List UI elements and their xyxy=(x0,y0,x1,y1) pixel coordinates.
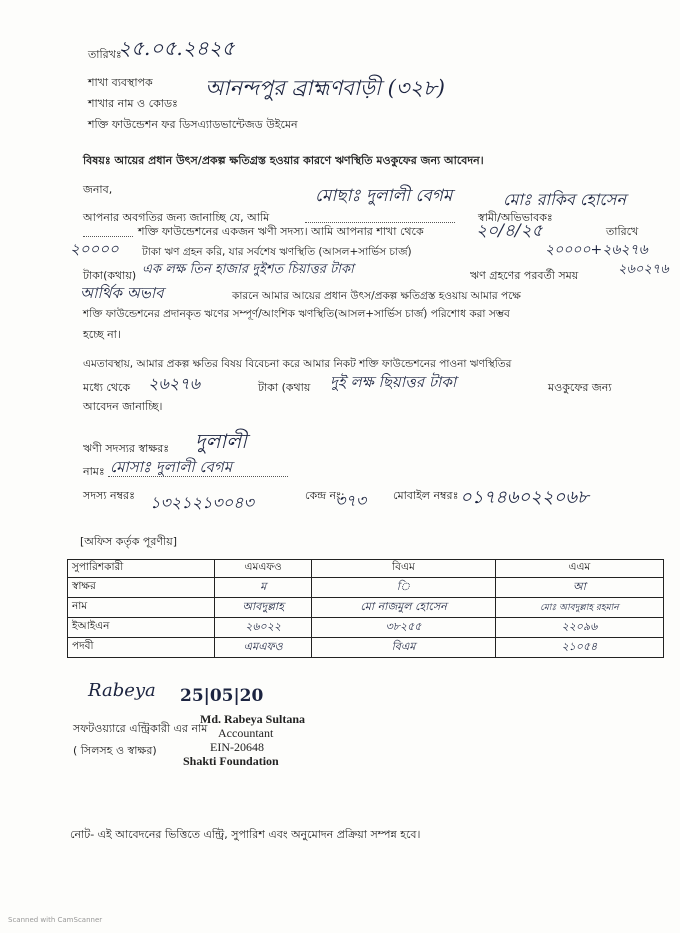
sign-label: ঋণী সদস্যর স্বাক্ষরঃ xyxy=(83,442,170,455)
note: নোট- এই আবেদনের ভিত্তিতে এন্ট্রি, সুপারিশ এবং অনুমোদন প্রক্রিয়া সম্পন্ন হবে। xyxy=(70,828,421,841)
mfo-designation: এমএফও xyxy=(215,638,312,658)
table-row xyxy=(68,618,664,638)
mfo-signature: ম xyxy=(215,578,312,598)
date-word: তারিখে xyxy=(606,225,639,238)
after-hand: ২৬০২৭৬ xyxy=(618,262,669,277)
guardian-label: স্বামী/অভিভাবকঃ xyxy=(478,211,553,224)
p2-d: মওকুফের জন্য xyxy=(548,381,612,394)
branch-label: শাখার নাম ও কোডঃ xyxy=(88,97,178,110)
member-no-hand: ১৩২১২১৩০৪৩ xyxy=(150,493,254,512)
mobile-hand: ০১৭৪৬০২২০৬৮ xyxy=(460,487,589,508)
p1-c: টাকা ঋণ গ্রহন করি, যার সর্বশেষ ঋণস্থিতি (আসল+সার্ভিস চার্জ) xyxy=(142,246,412,258)
name-hand: মোসাঃ দুলালী বেগম xyxy=(110,458,233,476)
p2-b: মধ্যে থেকে xyxy=(83,381,131,394)
p1-d: ঋণ গ্রহণের পরবর্তী সময় xyxy=(470,269,579,282)
am-ein: ২২০৯৬ xyxy=(495,618,663,638)
p2-c: টাকা (কথায় xyxy=(258,381,311,394)
manager-label: শাখা ব্যবস্থাপক xyxy=(88,76,153,89)
name-label: নামঃ xyxy=(83,465,105,478)
bm-signature: ি xyxy=(312,578,495,598)
table-row xyxy=(68,598,664,618)
reason-hand: আর্থিক অভাব xyxy=(80,284,164,302)
member-name-hand: মোছাঃ দুলালী বেগম xyxy=(315,186,453,206)
am-signature: আ xyxy=(495,578,663,598)
office-heading: [অফিস কর্তৃক পূরণীয়] xyxy=(80,535,177,548)
row-label: নাম xyxy=(68,598,215,618)
member-signature: দুলালী xyxy=(195,429,247,453)
p1-a: আপনার অবগতির জন্য জানাচ্ছি যে, আমি xyxy=(83,211,270,224)
stamp-org: Shakti Foundation xyxy=(183,754,279,768)
entry-signature: Rabeya xyxy=(88,680,156,701)
waive-amount-hand: ২৬২৭৬ xyxy=(148,374,201,393)
stamp-name: Md. Rabeya Sultana xyxy=(200,712,306,726)
row-label: স্বাক্ষর xyxy=(68,578,215,598)
member-no-label: সদস্য নম্বরঃ xyxy=(83,489,135,502)
loan-date-hand: ২০/৪/২৫ xyxy=(476,221,543,241)
bm-name: মো নাজমুল হোসেন xyxy=(312,598,495,618)
taka-words-hand: এক লক্ষ তিন হাজার দুইশত চিয়াত্তর টাকা xyxy=(142,262,354,277)
office-table xyxy=(67,559,664,658)
stamp-title: Accountant xyxy=(218,726,274,740)
entry-date: 25|05|20 xyxy=(180,686,264,706)
taka-word: টাকা(কথায়) xyxy=(83,269,137,282)
column-header: এএম xyxy=(495,560,663,578)
am-name: মোঃ আবদুল্লাহ রহমান xyxy=(495,598,663,618)
guardian-hand: মোঃ রাকিব হোসেন xyxy=(503,190,626,209)
p1-e: কারনে আমার আয়ের প্রধান উৎস/প্রকল্প ক্ষতিগ্রস্ত হওয়ায় আমার পক্ষে xyxy=(232,290,521,302)
am-designation: ২১০৫৪ xyxy=(495,638,663,658)
p1-b: শক্তি ফাউন্ডেশনের একজন ঋণী সদস্য। আমি আপনার শাখা থেকে xyxy=(138,225,424,238)
table-header-row xyxy=(68,560,664,578)
center-label: কেন্দ্র নং: xyxy=(305,489,345,502)
mfo-name: আবদুল্লাহ xyxy=(215,598,312,618)
column-header: সুপারিশকারী xyxy=(68,560,215,578)
p2-e: আবেদন জানাচ্ছি। xyxy=(83,400,163,413)
p1-g: হচ্ছে না। xyxy=(83,328,121,341)
subject: বিষয়ঃ আয়ের প্রধান উৎস/প্রকল্প ক্ষতিগ্রস্ত হওয়ার কারণে ঋণস্থিতি মওকুফের জন্য আবেদন। xyxy=(83,154,484,167)
bm-designation: বিএম xyxy=(312,638,495,658)
table-row xyxy=(68,578,664,598)
org-line: শক্তি ফাউন্ডেশন ফর ডিসএ্যাডভান্টেজড উইমেন xyxy=(88,118,298,131)
mfo-ein: ২৬০২২ xyxy=(215,618,312,638)
row-label: পদবী xyxy=(68,638,215,658)
bm-ein: ৩৮২৫৫ xyxy=(312,618,495,638)
scanner-watermark: Scanned with CamScanner xyxy=(8,916,103,924)
salutation: জনাব, xyxy=(83,183,113,196)
column-header: বিএম xyxy=(312,560,495,578)
p1-f: শক্তি ফাউন্ডেশনের প্রদানকৃত ঋণের সম্পূর্ণ/আংশিক ঋণস্থিতি(আসল+সার্ভিস চার্জ) পরিশোধ করা সম্ভব xyxy=(83,308,510,320)
balance-hand: ২০০০০+২৬২৭৬ xyxy=(545,242,648,258)
p2-a: এমতাবস্থায়, আমার প্রকল্প ক্ষতির বিষয় বিবেচনা করে আমার নিকট শক্তি ফাউন্ডেশনের পাওনা ঋণস্থিতির xyxy=(83,358,512,370)
row-label: ইআইএন xyxy=(68,618,215,638)
mobile-label: মোবাইল নম্বরঃ xyxy=(393,489,459,502)
date-value: ২৫.০৫.২৪২৫ xyxy=(118,36,235,60)
entry-sublabel: ( সিলসহ ও স্বাক্ষর) xyxy=(73,744,157,757)
entry-label: সফটওয়্যারে এন্ট্রিকারী এর নাম xyxy=(73,722,208,735)
column-header: এমএফও xyxy=(215,560,312,578)
loan-amount-hand: ২০০০০ xyxy=(70,240,119,258)
waive-words-hand: দুই লক্ষ ছিয়াত্তর টাকা xyxy=(330,373,457,391)
date-label: তারিখঃ xyxy=(88,48,122,61)
branch-value: আনন্দপুর ব্রাহ্মণবাড়ী (৩২৮) xyxy=(205,76,445,100)
table-row xyxy=(68,638,664,658)
center-hand: ৩৭৩ xyxy=(335,491,367,510)
stamp-ein: EIN-20648 xyxy=(210,740,264,754)
